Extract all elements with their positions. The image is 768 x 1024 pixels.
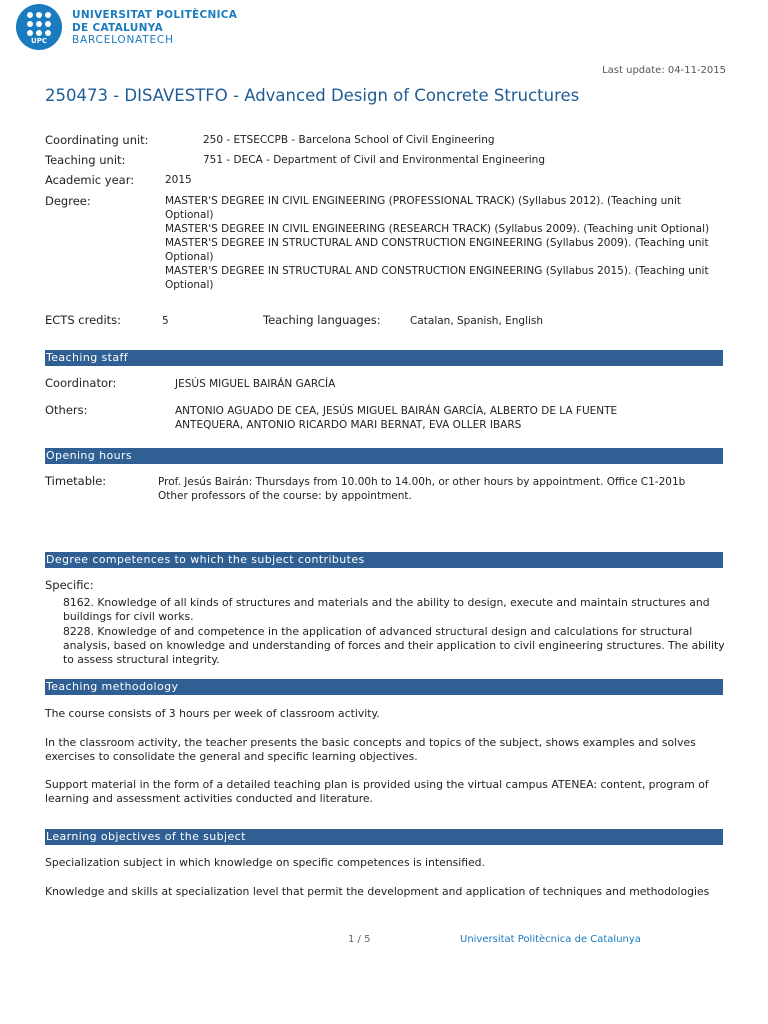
last-update: Last update: 04-11-2015: [602, 65, 726, 76]
objectives-paragraph: Specialization subject in which knowledge on specific competences is intensified.: [45, 856, 485, 869]
section-opening-hours: Opening hours: [45, 448, 723, 464]
competence-item: 8228. Knowledge of and competence in the application of advanced structural design and calculations for structural analysis, based on knowledge and understanding of forces and their application to civil engineering structures. The ability to assess structural integrity.: [63, 625, 725, 666]
competence-item: 8162. Knowledge of all kinds of structures and materials and the ability to design, execute and maintain structures and buildings for civil works.: [63, 596, 710, 623]
degree-item: MASTER'S DEGREE IN CIVIL ENGINEERING (PROFESSIONAL TRACK) (Syllabus 2012). (Teaching unit Optional): [165, 195, 681, 221]
timetable-value: [158, 475, 718, 503]
degree-label: Degree:: [45, 194, 91, 208]
logo-initials: UPC: [31, 37, 47, 45]
page-number: 1 / 5: [348, 934, 371, 945]
coordinator-label: Coordinator:: [45, 376, 117, 390]
university-name: [72, 9, 237, 47]
degree-list: [165, 194, 713, 292]
university-line-2: DE CATALUNYA: [72, 21, 163, 34]
degree-item: MASTER'S DEGREE IN STRUCTURAL AND CONSTRUCTION ENGINEERING (Syllabus 2009). (Teaching unit Optional): [165, 237, 709, 263]
languages-label: Teaching languages:: [263, 313, 381, 327]
section-learning-objectives: Learning objectives of the subject: [45, 829, 723, 845]
others-label: Others:: [45, 403, 88, 417]
page-title: 250473 - DISAVESTFO - Advanced Design of Concrete Structures: [45, 86, 580, 105]
timetable-label: Timetable:: [45, 474, 107, 488]
upc-logo-icon: [16, 4, 62, 50]
teaching-unit-value: 751 - DECA - Department of Civil and Environmental Engineering: [203, 154, 545, 166]
objectives-paragraph: Knowledge and skills at specialization level that permit the development and application of techniques and methodologies: [45, 885, 710, 898]
methodology-paragraph: In the classroom activity, the teacher presents the basic concepts and topics of the subject, shows examples and solves exercises to consolidate the general and specific learning objectives.: [45, 736, 696, 763]
footer-university: Universitat Politècnica de Catalunya: [460, 934, 641, 945]
methodology-paragraph: Support material in the form of a detailed teaching plan is provided using the virtual campus ATENEA: content, program of learning and assessment activities conducted and literature.: [45, 778, 709, 805]
timetable-line: Other professors of the course: by appointment.: [158, 490, 412, 502]
methodology-paragraph: The course consists of 3 hours per week of classroom activity.: [45, 707, 380, 720]
academic-year-label: Academic year:: [45, 173, 135, 187]
specific-label: Specific:: [45, 578, 94, 592]
university-line-1: UNIVERSITAT POLITÈCNICA: [72, 9, 238, 21]
coordinating-unit-value: 250 - ETSECCPB - Barcelona School of Civil Engineering: [203, 134, 495, 146]
section-teaching-methodology: Teaching methodology: [45, 679, 723, 695]
ects-value: 5: [162, 315, 169, 327]
university-line-3: BARCELONATECH: [72, 34, 174, 46]
timetable-line: Prof. Jesús Bairán: Thursdays from 10.00h to 14.00h, or other hours by appointment. Office C1-201b: [158, 476, 686, 488]
others-value: ANTONIO AGUADO DE CEA, JESÚS MIGUEL BAIRÁN GARCÍA, ALBERTO DE LA FUENTE ANTEQUERA, ANTONIO RICARDO MARI BERNAT, EVA OLLER IBARS: [175, 405, 618, 431]
languages-value: Catalan, Spanish, English: [410, 315, 544, 327]
section-competences: Degree competences to which the subject contributes: [45, 552, 723, 568]
coordinator-value: JESÚS MIGUEL BAIRÁN GARCÍA: [175, 378, 336, 390]
teaching-unit-label: Teaching unit:: [45, 153, 126, 167]
coordinating-unit-label: Coordinating unit:: [45, 133, 149, 147]
section-teaching-staff: Teaching staff: [45, 350, 723, 366]
ects-label: ECTS credits:: [45, 313, 122, 327]
academic-year-value: 2015: [165, 174, 192, 186]
degree-item: MASTER'S DEGREE IN STRUCTURAL AND CONSTRUCTION ENGINEERING (Syllabus 2015). (Teaching unit Optional): [165, 265, 709, 291]
degree-item: MASTER'S DEGREE IN CIVIL ENGINEERING (RESEARCH TRACK) (Syllabus 2009). (Teaching unit Optional): [165, 223, 710, 235]
